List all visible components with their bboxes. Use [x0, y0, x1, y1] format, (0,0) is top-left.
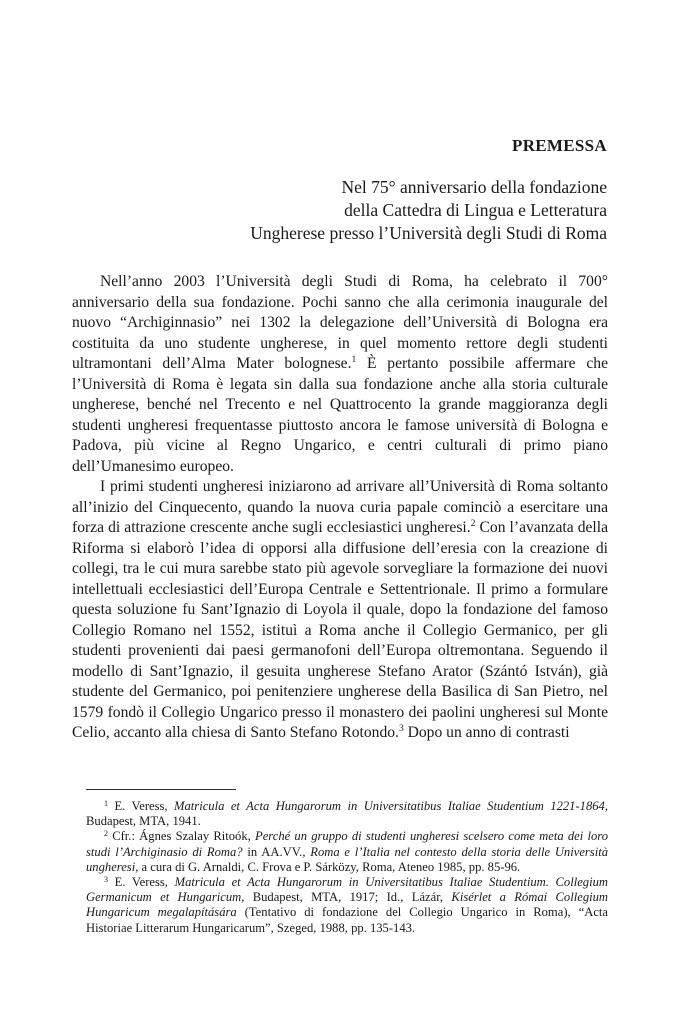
footnote: [86, 829, 608, 875]
dedication-line: Ungherese presso l’Università degli Studi di Roma: [250, 223, 607, 243]
text-run: Kisérlet a Római Collegium Hungaricum megalapítására: [86, 890, 609, 920]
note-reference: 2: [104, 829, 108, 839]
footnote: [86, 799, 608, 829]
text-run: Matricula et Acta Hungarorum in Universitatibus Italiae Studentium. Collegium Germanicum et Hungaricum,: [86, 875, 608, 905]
text-run: Budapest, MTA, 1941.: [86, 814, 201, 829]
text-run: Cfr.: Ágnes Szalay Ritoók,: [108, 829, 256, 844]
text-run: Con l’avanzata della Riforma si elaborò l’idea di opporsi alla diffusione dell’eresia con la creazione di collegi, tra le cui mura sarebbe stato più agevole sorvegliare la formazione dei nuovi intellettuali ecclesiastici dell’Europa Centrale e Settentrionale. Il primo a formulare questa soluzione fu Sant’Ignazio di Loyola il quale, dopo la fondazione del famoso Collegio Romano nel 1552, istituì a Roma anche il Collegio Germanico, per gli studenti provenienti dai paesi germanofoni dell’Europa oltremontana. Seguendo il modello di Sant’Ignazio, il gesuita ungherese Stefano Arator (Szántó István), già studente del Germanico, poi penitenziere ungherese della Basilica di San Pietro, nel 1579 fondò il Collegio Ungarico presso il monastero dei paolini ungheresi sul Monte Celio, accanto alla chiesa di Santo Stefano Rotondo.: [72, 519, 608, 741]
dedication-line: Nel 75° anniversario della fondazione: [341, 177, 607, 197]
note-reference: 1: [104, 799, 108, 808]
note-reference: 3: [398, 724, 404, 734]
text-run: E. Veress,: [108, 799, 175, 813]
page-heading: PREMESSA: [512, 136, 607, 155]
note-reference: 2: [470, 519, 476, 529]
text-run: È pertanto possibile affermare che l’Università di Roma è legata sin dalla sua fondazione anche alla storia culturale ungherese, benché nel Trecento e nel Quattrocento la grande maggioranza degli studenti ungheresi frequentasse piuttosto ancora le famose università di Bologna e Padova, più vicine al Regno Ungarico, e centri culturali di primo piano dell’Umanesimo europeo.: [72, 355, 608, 475]
paragraph: [72, 272, 608, 477]
body-text: [72, 272, 608, 744]
text-run: Roma e l’Italia nel contesto della storia delle Università ungheresi,: [86, 844, 609, 874]
dedication: [250, 176, 607, 245]
text-run: Nell’anno 2003 l’Università degli Studi di Roma, ha celebrato il 700° anniversario della sua fondazione. Pochi sanno che alla cerimonia inaugurale del nuovo “Archiginnasio” nei 1302 la delegazione dell’Università di Bologna era costituita da uno studente ungherese, in quel momento rettore degli studenti ultramontani dell’Alma Mater bolognese.: [72, 273, 608, 372]
text-run: Budapest, MTA, 1917; Id., Lázár,: [244, 890, 452, 905]
text-run: a cura di G. Arnaldi, C. Frova e P. Sárközy, Roma, Ateneo 1985, pp. 85-96.: [138, 859, 521, 874]
footnotes: [86, 799, 608, 936]
text-run: Perché un gruppo di studenti ungheresi scelsero come meta dei loro studi l’Archiginasio di Roma?: [86, 829, 608, 859]
text-run: in AA.VV.,: [242, 844, 311, 859]
text-run: Dopo un anno di contrasti: [403, 724, 570, 741]
footnote: [86, 875, 608, 936]
footnote-divider: [86, 789, 236, 790]
text-run: Matricula et Acta Hungarorum in Universitatibus Italiae Studentium 1221-1864,: [174, 799, 608, 813]
text-run: E. Veress,: [108, 875, 175, 890]
text-run: I primi studenti ungheresi iniziarono ad arrivare all’Università di Roma soltanto all’inizio del Cinquecento, quando la nuova curia papale cominciò a esercitare una forza di attrazione crescente anche sugli ecclesiastici ungheresi.: [72, 478, 608, 536]
note-reference: 1: [351, 355, 357, 365]
dedication-line: della Cattedra di Lingua e Letteratura: [344, 200, 607, 220]
paragraph: [72, 477, 608, 744]
text-run: (Tentativo di fondazione del Collegio Ungarico in Roma), “Acta Historiae Litterarum Hungaricarum”, Szeged, 1988, pp. 135-143.: [86, 905, 608, 935]
note-reference: 3: [104, 875, 108, 885]
